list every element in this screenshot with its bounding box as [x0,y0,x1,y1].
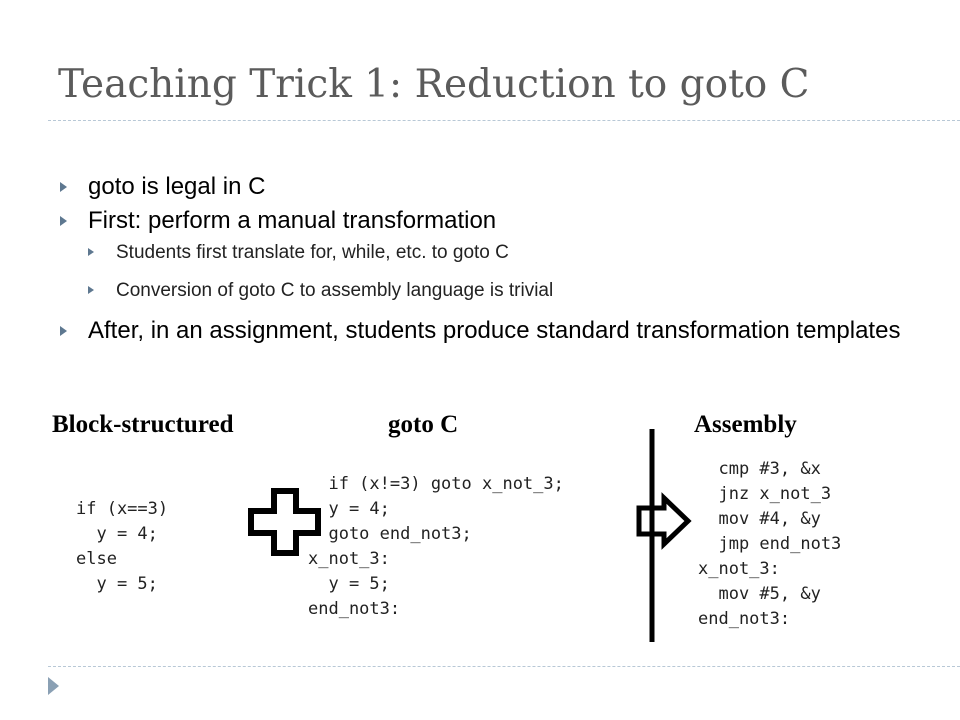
goto-c-heading: goto C [388,411,459,438]
code-line: if (x==3) [76,499,169,519]
sub-bullet-text: Students first translate for, while, etc. to goto C [116,242,509,263]
assembly-heading: Assembly [694,411,797,438]
slide-title: Teaching Trick 1: Reduction to goto C [58,62,810,107]
code-line: y = 5; [76,574,158,594]
block-structured-heading: Block-structured [52,411,234,438]
code-line: else [76,549,117,569]
code-line: goto end_not3; [308,524,472,544]
bullet-text: goto is legal in C [88,173,266,200]
code-line: jnz x_not_3 [698,484,832,504]
code-line: x_not_3: [308,549,390,569]
code-line: y = 4; [76,524,158,544]
sub-bullet-text: Conversion of goto C to assembly language is trivial [116,280,554,301]
code-line: y = 4; [308,499,390,519]
code-line: x_not_3: [698,559,780,579]
right-arrow-icon [639,498,688,544]
triangle-bullet-icon [48,677,59,695]
code-line: y = 5; [308,574,390,594]
code-line: end_not3: [698,609,791,629]
code-line: mov #4, &y [698,509,821,529]
bullet-text: First: perform a manual transformation [88,207,497,234]
code-line: end_not3: [308,599,401,619]
footer-divider [48,666,960,667]
code-line: if (x!=3) goto x_not_3; [308,474,564,494]
code-line: mov #5, &y [698,584,821,604]
code-line: cmp #3, &x [698,459,821,479]
code-line: jmp end_not3 [698,534,842,554]
bullet-text: After, in an assignment, students produce standard transformation templates [88,317,901,344]
plus-icon [251,491,318,553]
